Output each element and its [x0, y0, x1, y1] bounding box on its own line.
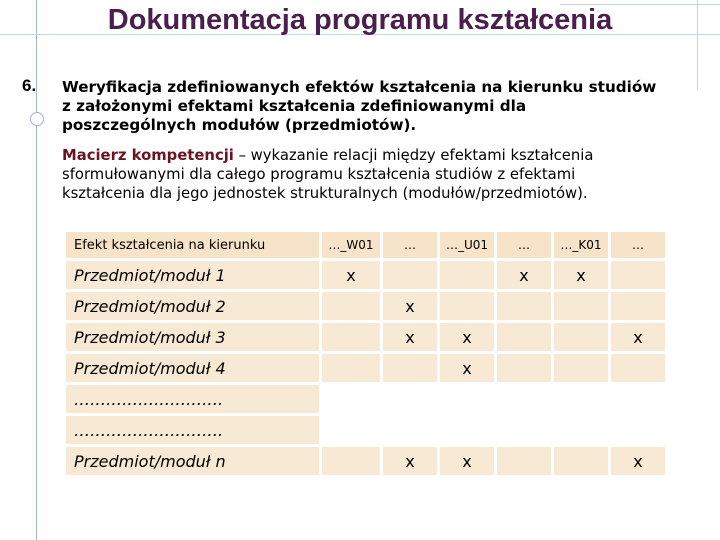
- heading-line: Weryfikacja zdefiniowanych efektów kształcenia na kierunku studiów: [62, 78, 657, 96]
- matrix-cell: [611, 323, 665, 351]
- paragraph-highlight: Macierz kompetencji: [62, 147, 234, 164]
- matrix-cell: [383, 323, 437, 351]
- matrix-row: [66, 323, 665, 351]
- matrix-cell-mark: x: [633, 451, 643, 471]
- matrix-row-label: Przedmiot/moduł 4: [66, 354, 319, 382]
- matrix-cell: [322, 261, 380, 289]
- matrix-cell: [383, 447, 437, 475]
- matrix-row: [66, 354, 665, 382]
- matrix-cell-mark: x: [462, 358, 472, 378]
- matrix-cell-mark: x: [462, 327, 472, 347]
- matrix-cell: [497, 354, 551, 382]
- matrix-cell: [554, 354, 608, 382]
- matrix-cell: [440, 416, 494, 444]
- matrix-cell-mark: x: [405, 327, 415, 347]
- matrix-cell: [497, 261, 551, 289]
- matrix-row: [66, 385, 665, 413]
- matrix-cell: [497, 323, 551, 351]
- matrix-cell: [611, 354, 665, 382]
- matrix-cell-mark: x: [405, 296, 415, 316]
- matrix-cell: [611, 416, 665, 444]
- matrix-cell: [440, 447, 494, 475]
- matrix-cell: [383, 354, 437, 382]
- section-paragraph: [62, 146, 702, 203]
- paragraph-line: sformułowanymi dla całego programu kształcenia studiów z efektami: [62, 166, 576, 183]
- matrix-column-header: …: [497, 232, 551, 258]
- matrix-cell: [322, 323, 380, 351]
- matrix-cell: [611, 261, 665, 289]
- matrix-column-header: …_K01: [554, 232, 608, 258]
- matrix-cell-mark: x: [405, 451, 415, 471]
- frame-circle-ornament: [30, 112, 44, 126]
- matrix-cell: [383, 292, 437, 320]
- matrix-column-header: …: [611, 232, 665, 258]
- matrix-cell: [322, 354, 380, 382]
- matrix-cell: [383, 385, 437, 413]
- matrix-cell: [440, 385, 494, 413]
- matrix-row-label: Przedmiot/moduł 1: [66, 261, 319, 289]
- matrix-row-label: Przedmiot/moduł 2: [66, 292, 319, 320]
- matrix-row-label: Przedmiot/moduł n: [66, 447, 319, 475]
- matrix-row-label: ……………………….: [66, 416, 319, 444]
- paragraph-line: kształcenia dla jego jednostek strukturalnych (modułów/przedmiotów).: [62, 185, 588, 202]
- matrix-cell-mark: x: [633, 327, 643, 347]
- matrix-row: [66, 447, 665, 475]
- matrix-cell: [554, 385, 608, 413]
- matrix-cell: [611, 292, 665, 320]
- matrix-cell: [440, 261, 494, 289]
- matrix-row: [66, 292, 665, 320]
- matrix-header-label: Efekt kształcenia na kierunku: [66, 232, 319, 258]
- matrix-column-header: …: [383, 232, 437, 258]
- paragraph-line: [62, 146, 702, 165]
- matrix-cell: [554, 261, 608, 289]
- matrix-cell: [322, 385, 380, 413]
- matrix-cell: [497, 292, 551, 320]
- section-heading: [62, 78, 702, 135]
- matrix-row-label: ……………………….: [66, 385, 319, 413]
- matrix-cell: [383, 261, 437, 289]
- heading-line: poszczególnych modułów (przedmiotów).: [62, 116, 417, 134]
- matrix-cell-mark: x: [519, 265, 529, 285]
- matrix-cell: [554, 292, 608, 320]
- matrix-cell-mark: x: [576, 265, 586, 285]
- competency-matrix: [63, 229, 668, 478]
- matrix-cell: [611, 447, 665, 475]
- matrix-row: [66, 416, 665, 444]
- matrix-column-header: …_W01: [322, 232, 380, 258]
- matrix-cell: [611, 385, 665, 413]
- matrix-cell: [322, 416, 380, 444]
- matrix-cell: [383, 416, 437, 444]
- matrix-cell: [497, 416, 551, 444]
- matrix-column-header: …_U01: [440, 232, 494, 258]
- matrix-cell: [554, 416, 608, 444]
- matrix-cell: [322, 447, 380, 475]
- matrix-cell: [440, 292, 494, 320]
- matrix-cell: [497, 385, 551, 413]
- matrix-cell-mark: x: [462, 451, 472, 471]
- matrix-row-label: Przedmiot/moduł 3: [66, 323, 319, 351]
- paragraph-text: – wykazanie relacji między efektami kształcenia: [233, 147, 594, 164]
- matrix-header-row: [66, 232, 665, 258]
- page-title: Dokumentacja programu kształcenia: [107, 4, 613, 36]
- matrix-cell: [554, 447, 608, 475]
- matrix-cell: [497, 447, 551, 475]
- heading-line: z założonymi efektami kształcenia zdefiniowanymi dla: [62, 97, 527, 115]
- matrix-cell: [440, 354, 494, 382]
- matrix-cell-mark: x: [346, 265, 356, 285]
- section-number: 6.: [22, 76, 37, 95]
- matrix-row: [66, 261, 665, 289]
- matrix-cell: [440, 323, 494, 351]
- matrix-cell: [554, 323, 608, 351]
- matrix-cell: [322, 292, 380, 320]
